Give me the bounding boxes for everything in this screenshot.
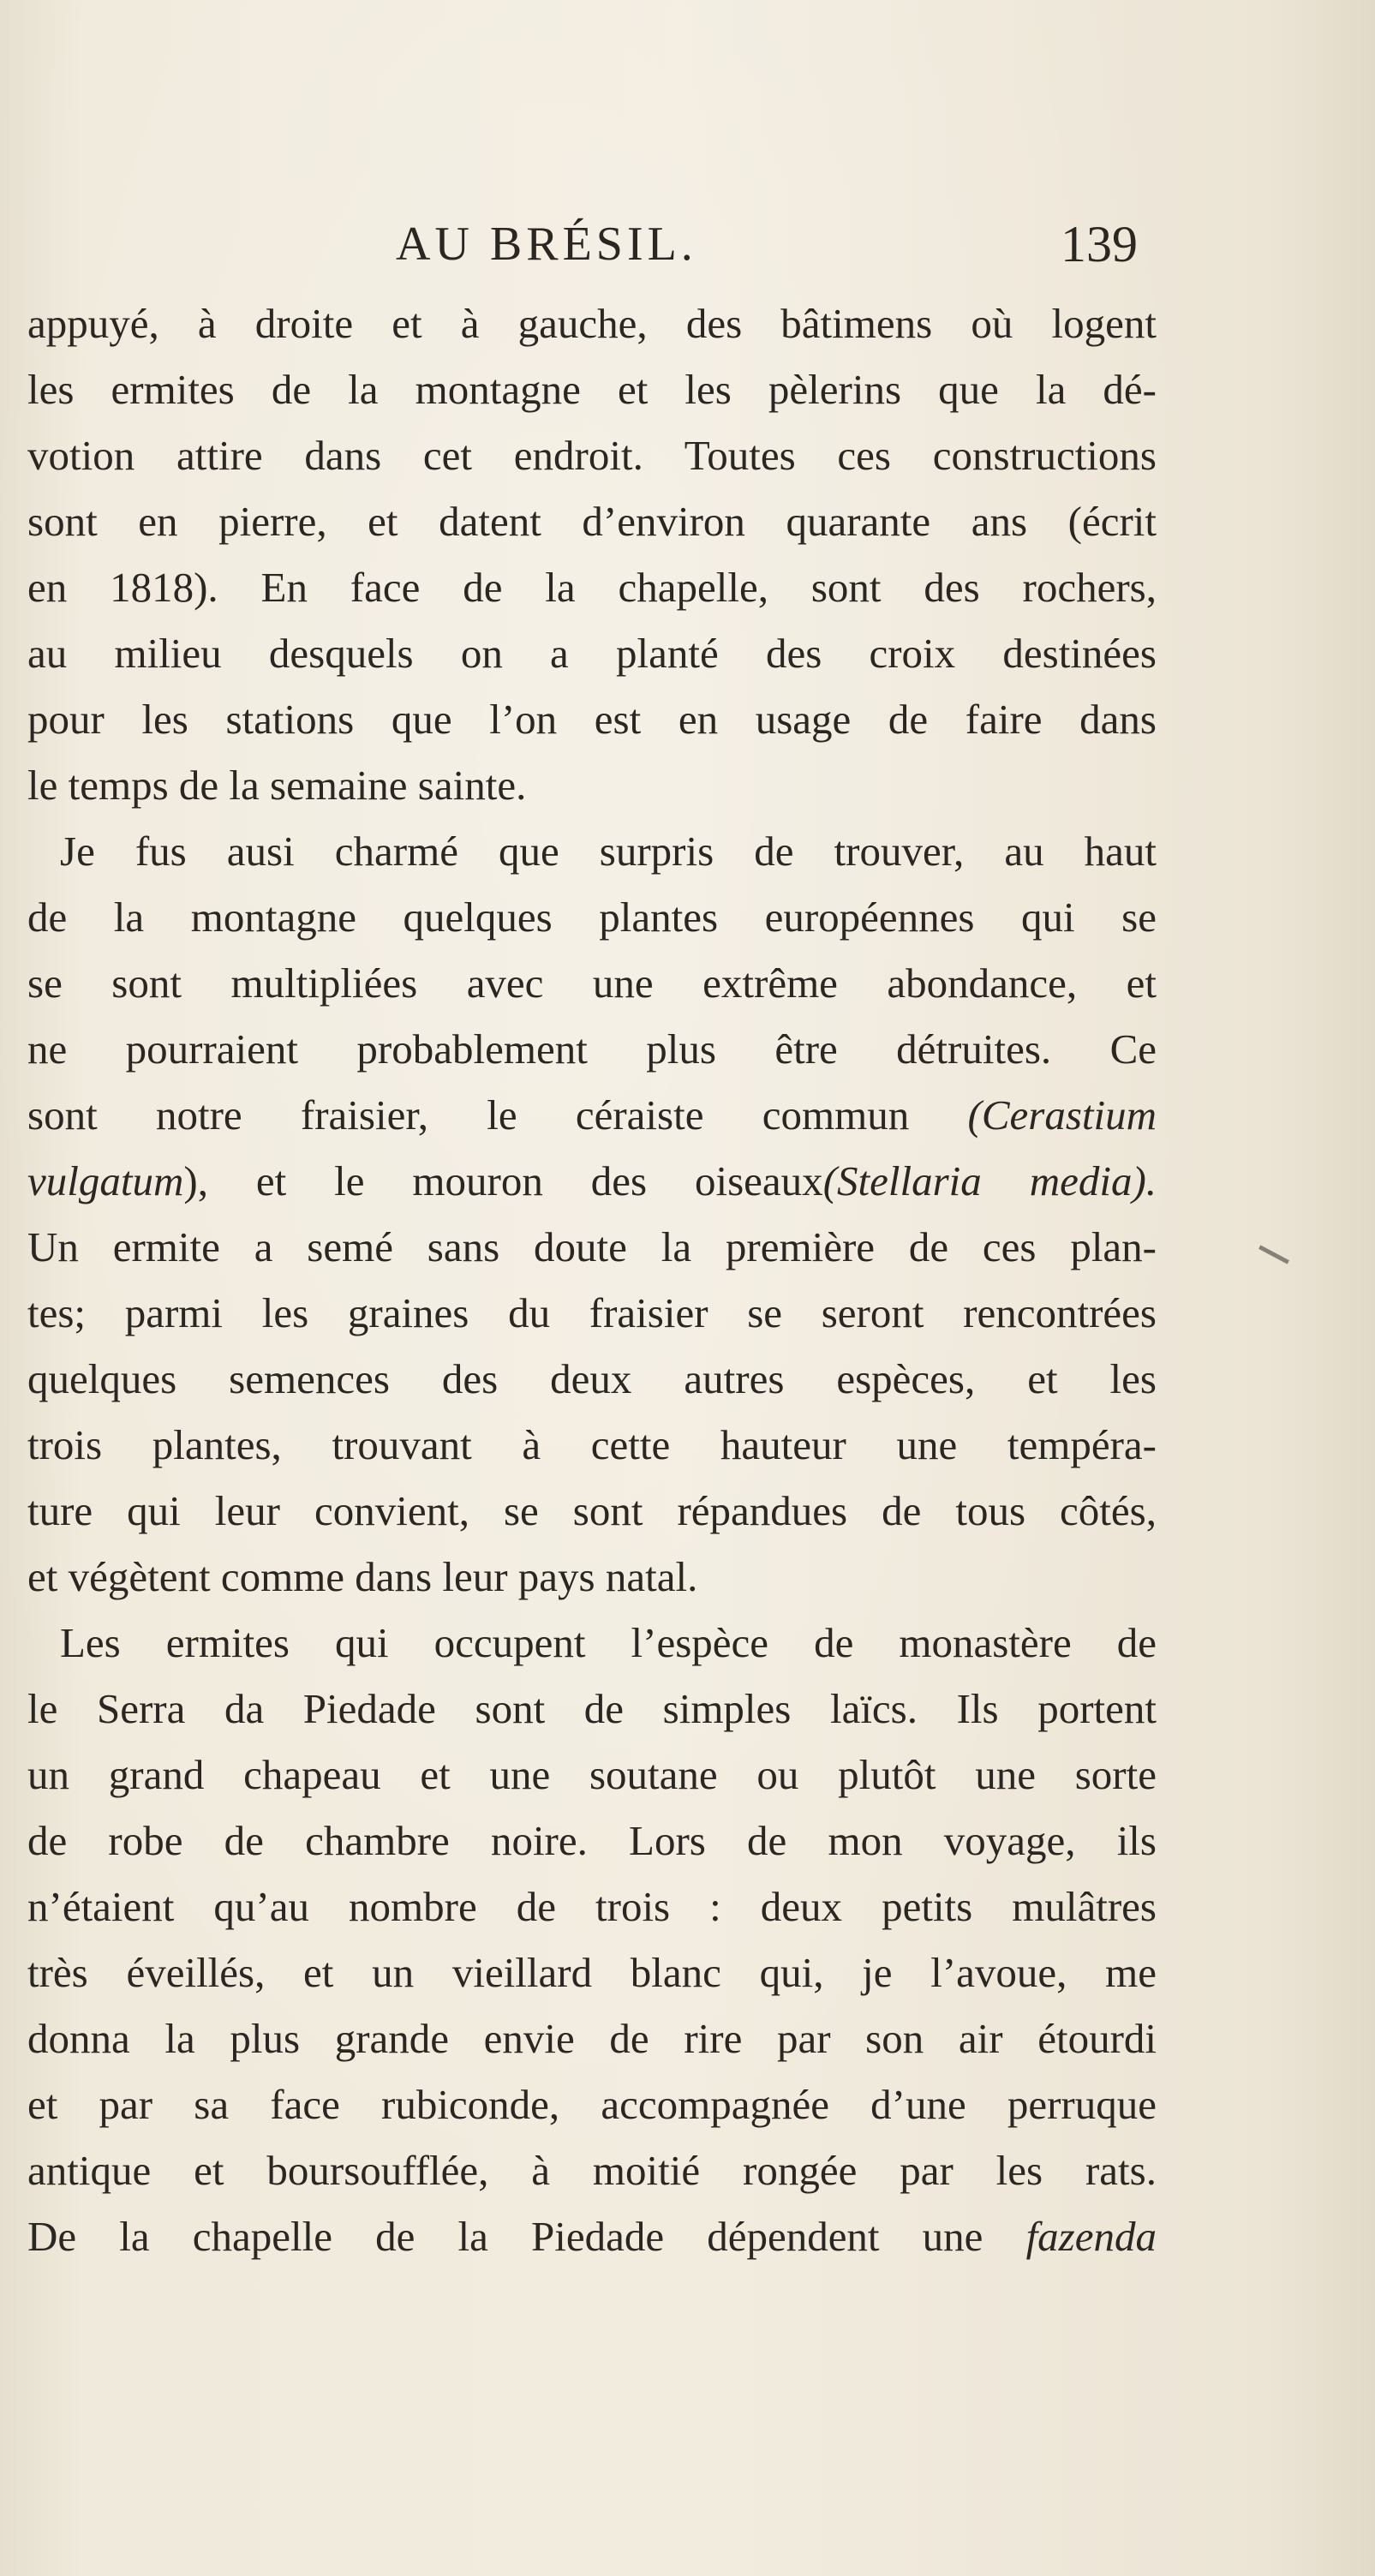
text-line: au milieu desquels on a planté des croix destinées xyxy=(27,630,1157,677)
text-line: Un ermite a semé sans doute la première de ces plan- xyxy=(27,1223,1157,1270)
text-segment: ), xyxy=(183,1157,208,1204)
text-line: sont en pierre, et datent d’environ quarante ans (écrit xyxy=(27,498,1157,545)
running-head: AU BRÉSIL. xyxy=(396,218,697,271)
text-segment: sont notre fraisier, le céraiste commun xyxy=(27,1091,968,1139)
text-line: le Serra da Piedade sont de simples laïcs. Ils portent xyxy=(27,1685,1157,1732)
text-segment: et le mouron des oiseaux xyxy=(207,1157,823,1204)
text-line: de robe de chambre noire. Lors de mon voyage, ils xyxy=(27,1817,1157,1864)
text-line-with-italic xyxy=(27,1148,1157,1214)
text-line: antique et boursoufflée, à moitié rongée par les rats. xyxy=(27,2147,1157,2194)
text-line: le temps de la semaine sainte. xyxy=(27,762,527,809)
ink-mark xyxy=(1258,1245,1289,1264)
text-line: se sont multipliées avec une extrême abondance, et xyxy=(27,959,1157,1007)
text-line: très éveillés, et un vieillard blanc qui, je l’avoue, me xyxy=(27,1949,1157,1996)
page-number: 139 xyxy=(1061,216,1138,272)
text-line-with-italic xyxy=(27,1082,1157,1148)
text-line: Les ermites qui occupent l’espèce de monastère de xyxy=(60,1619,1157,1666)
text-line: Je fus ausi charmé que surpris de trouver, au haut xyxy=(60,828,1157,875)
text-segment: De la chapelle de la Piedade dépendent une xyxy=(27,2213,1026,2260)
italic-term: (Stellaria media). xyxy=(822,1157,1157,1204)
text-line: et végètent comme dans leur pays natal. xyxy=(27,1553,698,1600)
body-text xyxy=(27,290,1157,2269)
text-line: de la montagne quelques plantes européennes qui se xyxy=(27,894,1157,941)
text-line: les ermites de la montagne et les pèlerins que la dé- xyxy=(27,366,1157,413)
italic-term: vulgatum xyxy=(27,1157,184,1204)
italic-term: (Cerastium xyxy=(967,1091,1157,1139)
page-header xyxy=(0,210,1375,278)
text-line: donna la plus grande envie de rire par son air étourdi xyxy=(27,2015,1157,2062)
text-line: votion attire dans cet endroit. Toutes ces constructions xyxy=(27,432,1157,479)
text-line: ture qui leur convient, se sont répandues de tous côtés, xyxy=(27,1487,1157,1534)
text-line: n’étaient qu’au nombre de trois : deux petits mulâtres xyxy=(27,1883,1157,1930)
text-line: en 1818). En face de la chapelle, sont des rochers, xyxy=(27,564,1157,611)
text-line-with-italic xyxy=(27,2203,1157,2269)
text-line: quelques semences des deux autres espèces, et les xyxy=(27,1355,1157,1402)
text-line: pour les stations que l’on est en usage de faire dans xyxy=(27,696,1157,743)
text-line: un grand chapeau et une soutane ou plutôt une sorte xyxy=(27,1751,1157,1798)
text-line: ne pourraient probablement plus être détruites. Ce xyxy=(27,1025,1157,1073)
text-line: et par sa face rubiconde, accompagnée d’une perruque xyxy=(27,2081,1157,2128)
text-line: appuyé, à droite et à gauche, des bâtimens où logent xyxy=(27,300,1157,347)
text-line: trois plantes, trouvant à cette hauteur une tempéra- xyxy=(27,1421,1157,1468)
text-line: tes; parmi les graines du fraisier se seront rencontrées xyxy=(27,1289,1157,1336)
italic-term: fazenda xyxy=(1025,2213,1157,2260)
